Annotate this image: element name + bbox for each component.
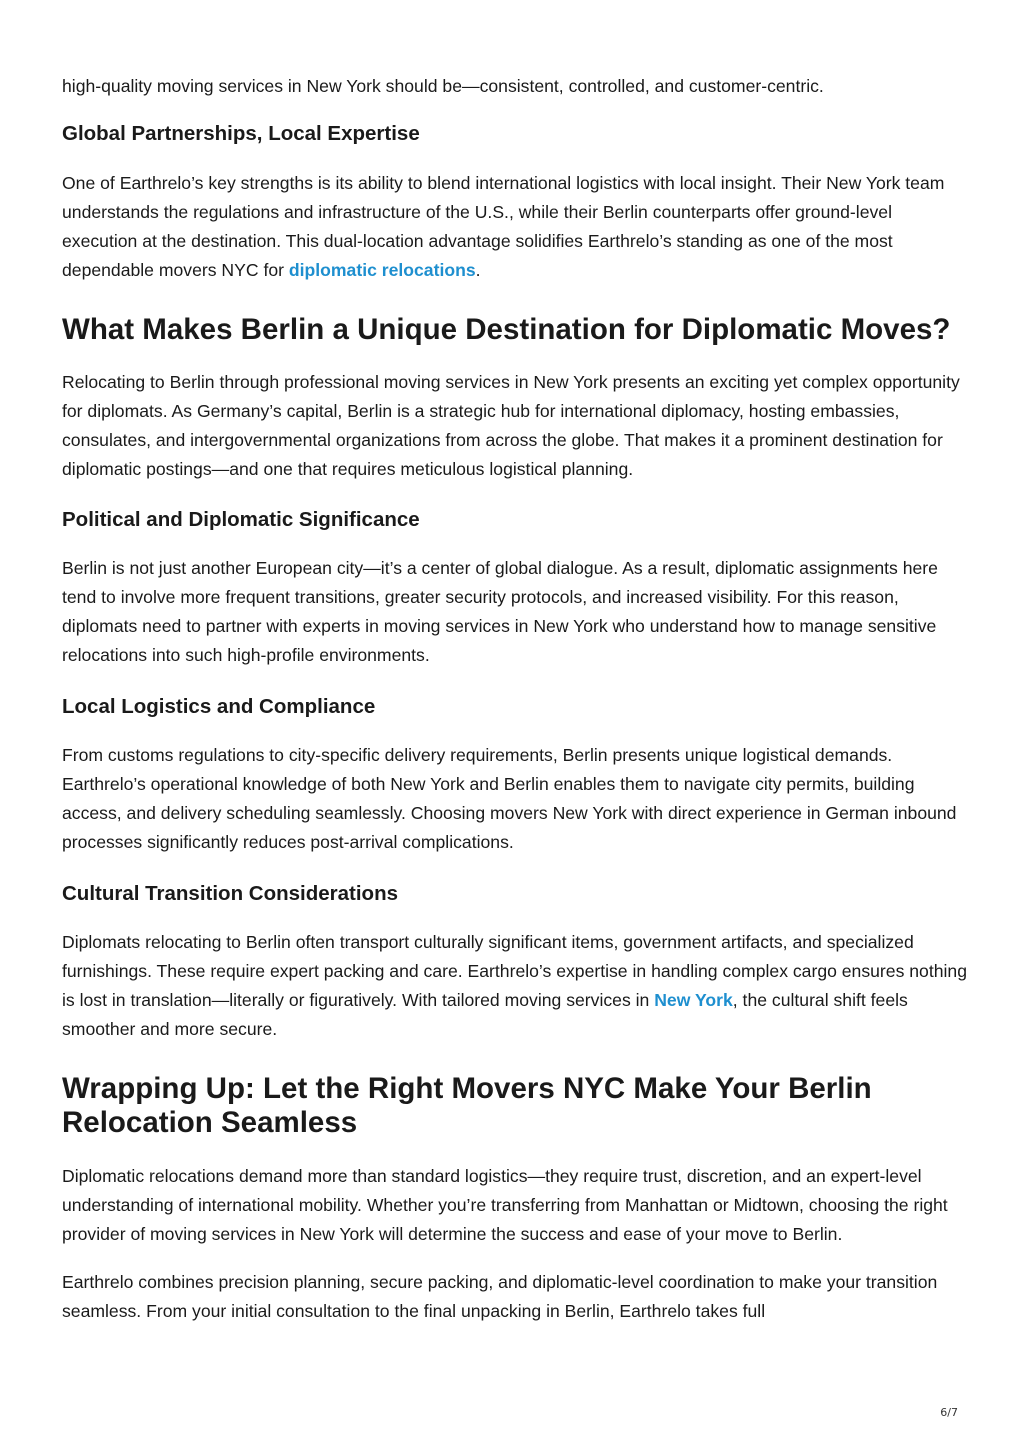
paragraph-global-partnerships — [62, 169, 972, 285]
paragraph-intro-continuation: high-quality moving services in New York should be—consistent, controlled, and customer-centric. — [62, 76, 824, 96]
paragraph-wrapping-up: Diplomatic relocations demand more than standard logistics—they require trust, discretion, and an expert-level understanding of international mobility. Whether you’re transferring from Manhattan or Midtown, choosing the right provider of moving services in New York will determine the success and ease of your move to Berlin. — [62, 1166, 948, 1244]
paragraph-text-end: . — [475, 260, 481, 280]
heading-berlin-unique-destination: What Makes Berlin a Unique Destination for Diplomatic Moves? — [62, 313, 951, 346]
document-body — [62, 72, 972, 1345]
paragraph-berlin-unique-destination: Relocating to Berlin through professional moving services in New York presents an exciting yet complex opportunity for diplomats. As Germany’s capital, Berlin is a strategic hub for international diplomacy, hosting embassies, consulates, and intergovernmental organizations from across the globe. That makes it a prominent destination for diplomatic postings—and one that requires meticulous logistical planning. — [62, 372, 960, 479]
paragraph-political-significance: Berlin is not just another European city—it’s a center of global dialogue. As a result, diplomatic assignments here tend to involve more frequent transitions, greater security protocols, and increased visibility. For this reason, diplomats need to partner with experts in moving services in New York who understand how to manage sensitive relocations into such high-profile environments. — [62, 558, 938, 665]
heading-wrapping-up: Wrapping Up: Let the Right Movers NYC Make Your Berlin Relocation Seamless — [62, 1072, 872, 1139]
heading-political-significance: Political and Diplomatic Significance — [62, 508, 420, 531]
heading-local-logistics: Local Logistics and Compliance — [62, 695, 376, 718]
page-number: 6/7 — [940, 1406, 958, 1419]
paragraph-earthrelo-combines: Earthrelo combines precision planning, secure packing, and diplomatic-level coordination to make your transition seamless. From your initial consultation to the final unpacking in Berlin, Earthrelo takes full — [62, 1272, 938, 1321]
link-new-york[interactable]: New York — [654, 990, 733, 1010]
heading-cultural-transition: Cultural Transition Considerations — [62, 882, 399, 905]
heading-global-partnerships: Global Partnerships, Local Expertise — [62, 122, 420, 145]
paragraph-text: One of Earthrelo’s key strengths is its ability to blend international logistics with local insight. Their New York team understands the regulations and infrastructure of the U.S., while their Berlin counterparts offer ground-level execution at the destination. This dual-location advantage solidifies Earthrelo’s standing as one of the most dependable movers NYC for — [62, 173, 945, 280]
paragraph-text-end: , the cultural shift feels smoother and more secure. — [62, 990, 908, 1039]
link-diplomatic-relocations[interactable]: diplomatic relocations — [288, 260, 476, 280]
paragraph-local-logistics: From customs regulations to city-specific delivery requirements, Berlin presents unique logistical demands. Earthrelo’s operational knowledge of both New York and Berlin enables them to navigate city permits, building access, and delivery scheduling seamlessly. Choosing movers New York with direct experience in German inbound processes significantly reduces post-arrival complications. — [62, 745, 957, 852]
paragraph-text: Diplomats relocating to Berlin often transport culturally significant items, government artifacts, and specialized furnishings. These require expert packing and care. Earthrelo’s expertise in handling complex cargo ensures nothing is lost in translation—literally or figuratively. With tailored moving services in — [62, 932, 967, 1010]
paragraph-cultural-transition — [62, 928, 972, 1044]
